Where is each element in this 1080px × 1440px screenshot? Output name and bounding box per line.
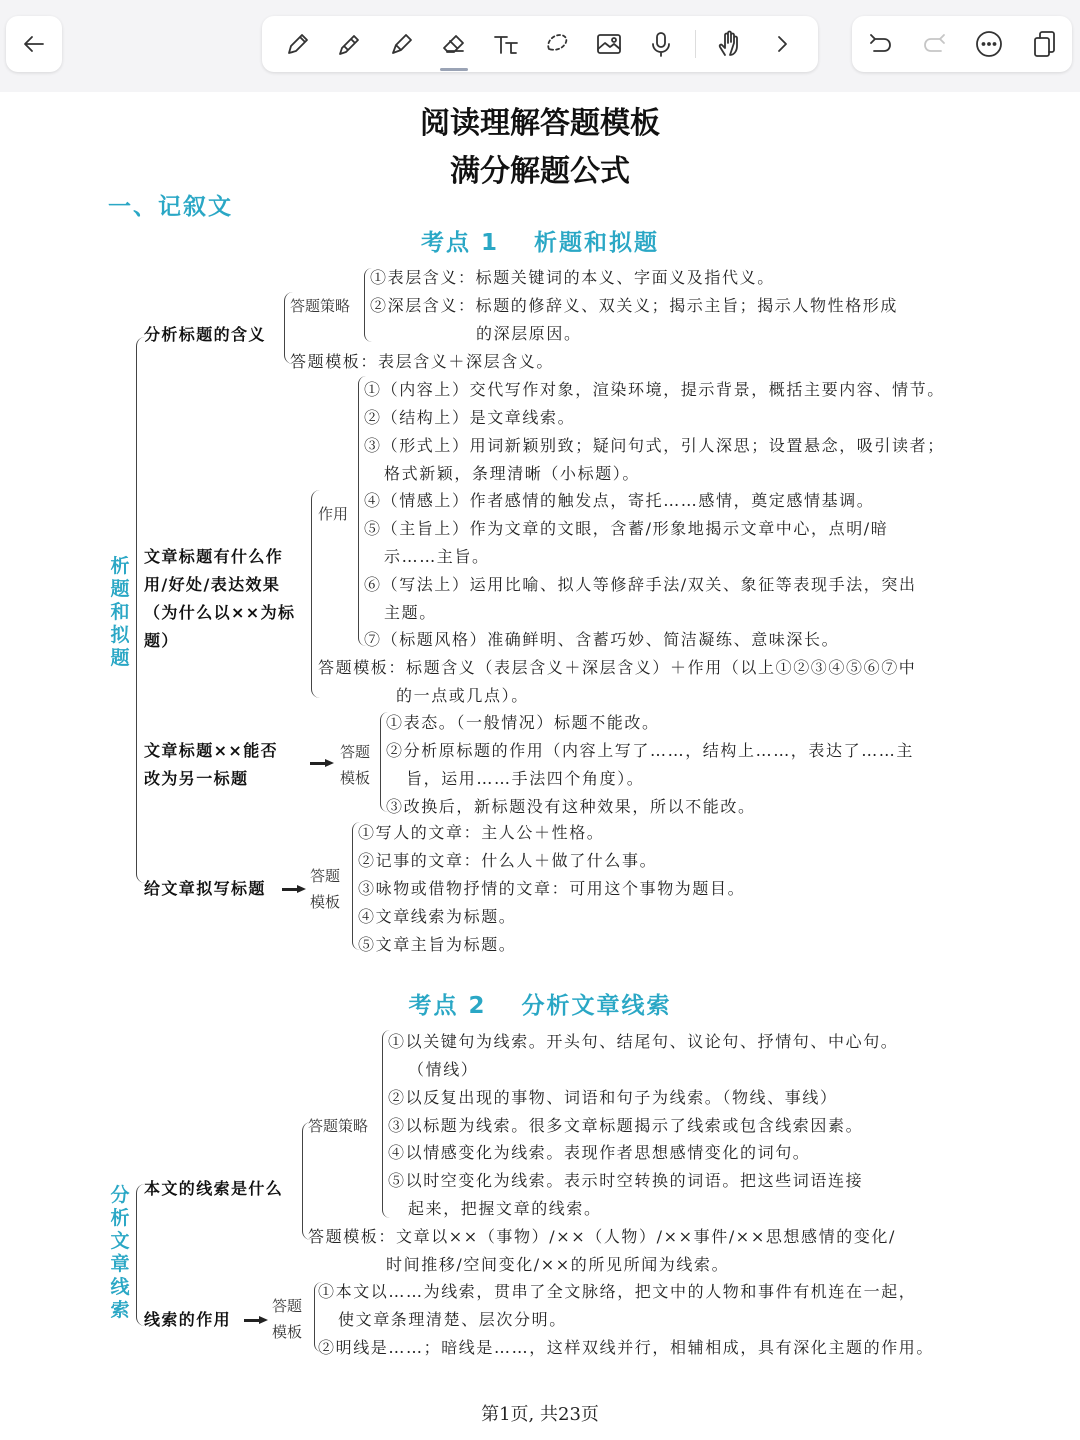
g3-item: ①表态。（一般情况）标题不能改。 <box>386 713 660 732</box>
g5-item: ②以反复出现的事物、词语和句子为线索。（物线、事线） <box>388 1088 838 1107</box>
topic-title-function: 题） <box>144 631 179 650</box>
label-strategy-g1: 答题策略 <box>290 297 351 315</box>
g5-item: （情线） <box>408 1060 479 1079</box>
top-toolbar <box>0 0 1080 92</box>
page-title: 阅读理解答题模板 <box>420 106 660 141</box>
microphone-icon[interactable] <box>643 26 679 62</box>
g1-template: 答题模板：表层含义＋深层含义。 <box>290 352 555 371</box>
topic-title-function: （为什么以××为标 <box>144 603 296 622</box>
g5-item: ①以关键句为线索。开头句、结尾句、议论句、抒情句、中心句。 <box>388 1032 899 1051</box>
highlighter-icon[interactable] <box>384 26 420 62</box>
g2-item: ②（结构上）是文章线索。 <box>364 408 576 427</box>
g1-item: 的深层原因。 <box>476 324 582 343</box>
topic-write-title: 给文章拟写标题 <box>144 879 266 898</box>
g2-item: ①（内容上）交代写作对象，渲染环境，提示背景，概括主要内容、情节。 <box>364 380 945 399</box>
g2-item: 格式新颖，条理清晰（小标题）。 <box>384 464 641 483</box>
arrow-g6 <box>244 1316 270 1324</box>
g2-template: 的一点或几点）。 <box>396 686 529 705</box>
g4-item: ③咏物或借物抒情的文章：可用这个事物为题目。 <box>358 879 746 898</box>
lasso-icon[interactable] <box>539 26 575 62</box>
arrow-g3 <box>310 759 336 767</box>
g1-item: ①表层含义：标题关键词的本义、字面义及指代义。 <box>370 268 775 287</box>
label-template-g3: 模板 <box>340 769 371 787</box>
g2-item: ③（形式上）用词新颖别致；疑问句式，引人深思；设置悬念，吸引读者； <box>364 436 945 455</box>
g2-item: 示……主旨。 <box>384 547 490 566</box>
g4-item: ②记事的文章：什么人＋做了什么事。 <box>358 851 658 870</box>
label-template-g6: 模板 <box>272 1323 303 1341</box>
g2-item: ⑥（写法上）运用比喻、拟人等修辞手法/双关、象征等表现手法，突出 <box>364 575 917 594</box>
g3-item: ③改换后，新标题没有这种效果，所以不能改。 <box>386 797 756 816</box>
g2-item: ⑤（主旨上）作为文章的文眼，含蓄/形象地揭示文章中心，点明/暗 <box>364 519 889 538</box>
vertical-title-1: 析题和拟题 <box>110 555 130 669</box>
redo-icon[interactable] <box>917 26 953 62</box>
label-template-g4: 模板 <box>310 893 341 911</box>
arrow-g4 <box>282 885 308 893</box>
label-template-g3: 答题 <box>340 743 371 761</box>
g4-item: ④文章线索为标题。 <box>358 907 517 926</box>
g5-item: 起来，把握文章的线索。 <box>408 1199 602 1218</box>
g5-template: 答题模板：文章以××（事物）/××（人物）/××事件/××思想感情的变化/ <box>308 1227 897 1246</box>
g2-template: 答题模板：标题含义（表层含义＋深层含义）＋作用（以上①②③④⑤⑥⑦中 <box>318 658 917 677</box>
topic-clue-what: 本文的线索是什么 <box>144 1179 284 1198</box>
g5-item: ⑤以时空变化为线索。表示时空转换的词语。把这些词语连接 <box>388 1171 864 1190</box>
page-indicator: 第1页, 共23页 <box>481 1404 599 1425</box>
topic-analyze-title-meaning: 分析标题的含义 <box>144 325 266 344</box>
label-template-g4: 答题 <box>310 867 341 885</box>
vertical-title-2: 分析文章线索 <box>110 1184 130 1321</box>
g2-item: ④（情感上）作者感情的触发点，寄托……感情，奠定感情基调。 <box>364 491 875 510</box>
g2-item: 主题。 <box>384 603 437 622</box>
more-icon[interactable] <box>971 26 1007 62</box>
g4-item: ⑤文章主旨为标题。 <box>358 935 517 954</box>
g1-item: ②深层含义：标题的修辞义、双关义；揭示主旨；揭示人物性格形成 <box>370 296 899 315</box>
topic-title-changeable: 改为另一标题 <box>144 769 249 788</box>
image-icon[interactable] <box>591 26 627 62</box>
kaodian-2-heading: 考点 2 分析文章线索 <box>408 993 672 1019</box>
tools-card <box>262 16 818 72</box>
g3-item: 旨，运用……手法四个角度）。 <box>406 769 645 788</box>
g2-item: ⑦（标题风格）准确鲜明、含蓄巧妙、简洁凝练、意味深长。 <box>364 630 840 649</box>
label-template-g6: 答题 <box>272 1297 303 1315</box>
back-arrow-icon[interactable] <box>16 26 52 62</box>
eraser-icon[interactable] <box>436 26 472 62</box>
g4-item: ①写人的文章：主人公＋性格。 <box>358 823 605 842</box>
page-subtitle: 满分解题公式 <box>450 154 630 189</box>
main-brace-2 <box>136 1184 146 1326</box>
label-function-g2: 作用 <box>318 505 349 523</box>
hand-icon[interactable] <box>712 26 748 62</box>
pen-icon[interactable] <box>280 26 316 62</box>
label-strategy-g5: 答题策略 <box>308 1117 369 1135</box>
pencil-icon[interactable] <box>332 26 368 62</box>
kaodian-1-heading: 考点 1 析题和拟题 <box>420 230 660 256</box>
g6-item: ①本文以……为线索，贯串了全文脉络，把文中的人物和事件有机连在一起， <box>318 1282 917 1301</box>
g5-item: ④以情感变化为线索。表现作者思想感情变化的词句。 <box>388 1143 811 1162</box>
g6-item: 使文章条理清楚、层次分明。 <box>338 1310 567 1329</box>
g5-template: 时间推移/空间变化/××的所见所闻为线索。 <box>386 1255 730 1274</box>
g3-item: ②分析原标题的作用（内容上写了……，结构上……，表达了……主 <box>386 741 915 760</box>
copy-icon[interactable] <box>1026 26 1062 62</box>
chevron-right-icon[interactable] <box>764 26 800 62</box>
topic-title-function: 用/好处/表达效果 <box>144 575 281 594</box>
topic-title-changeable: 文章标题××能否 <box>144 741 279 760</box>
topic-title-function: 文章标题有什么作 <box>144 547 284 566</box>
section-heading: 一、记叙文 <box>108 194 233 220</box>
history-card <box>852 16 1072 72</box>
brace-g5 <box>302 1122 312 1240</box>
back-card <box>6 16 62 72</box>
g6-item: ②明线是……；暗线是……，这样双线并行，相辅相成，具有深化主题的作用。 <box>318 1338 935 1357</box>
document-page <box>0 92 1080 1440</box>
text-icon[interactable] <box>488 26 524 62</box>
topic-clue-function: 线索的作用 <box>144 1310 232 1329</box>
undo-icon[interactable] <box>862 26 898 62</box>
g5-item: ③以标题为线索。很多文章标题揭示了线索或包含线索因素。 <box>388 1116 864 1135</box>
toolbar-separator <box>695 30 696 58</box>
